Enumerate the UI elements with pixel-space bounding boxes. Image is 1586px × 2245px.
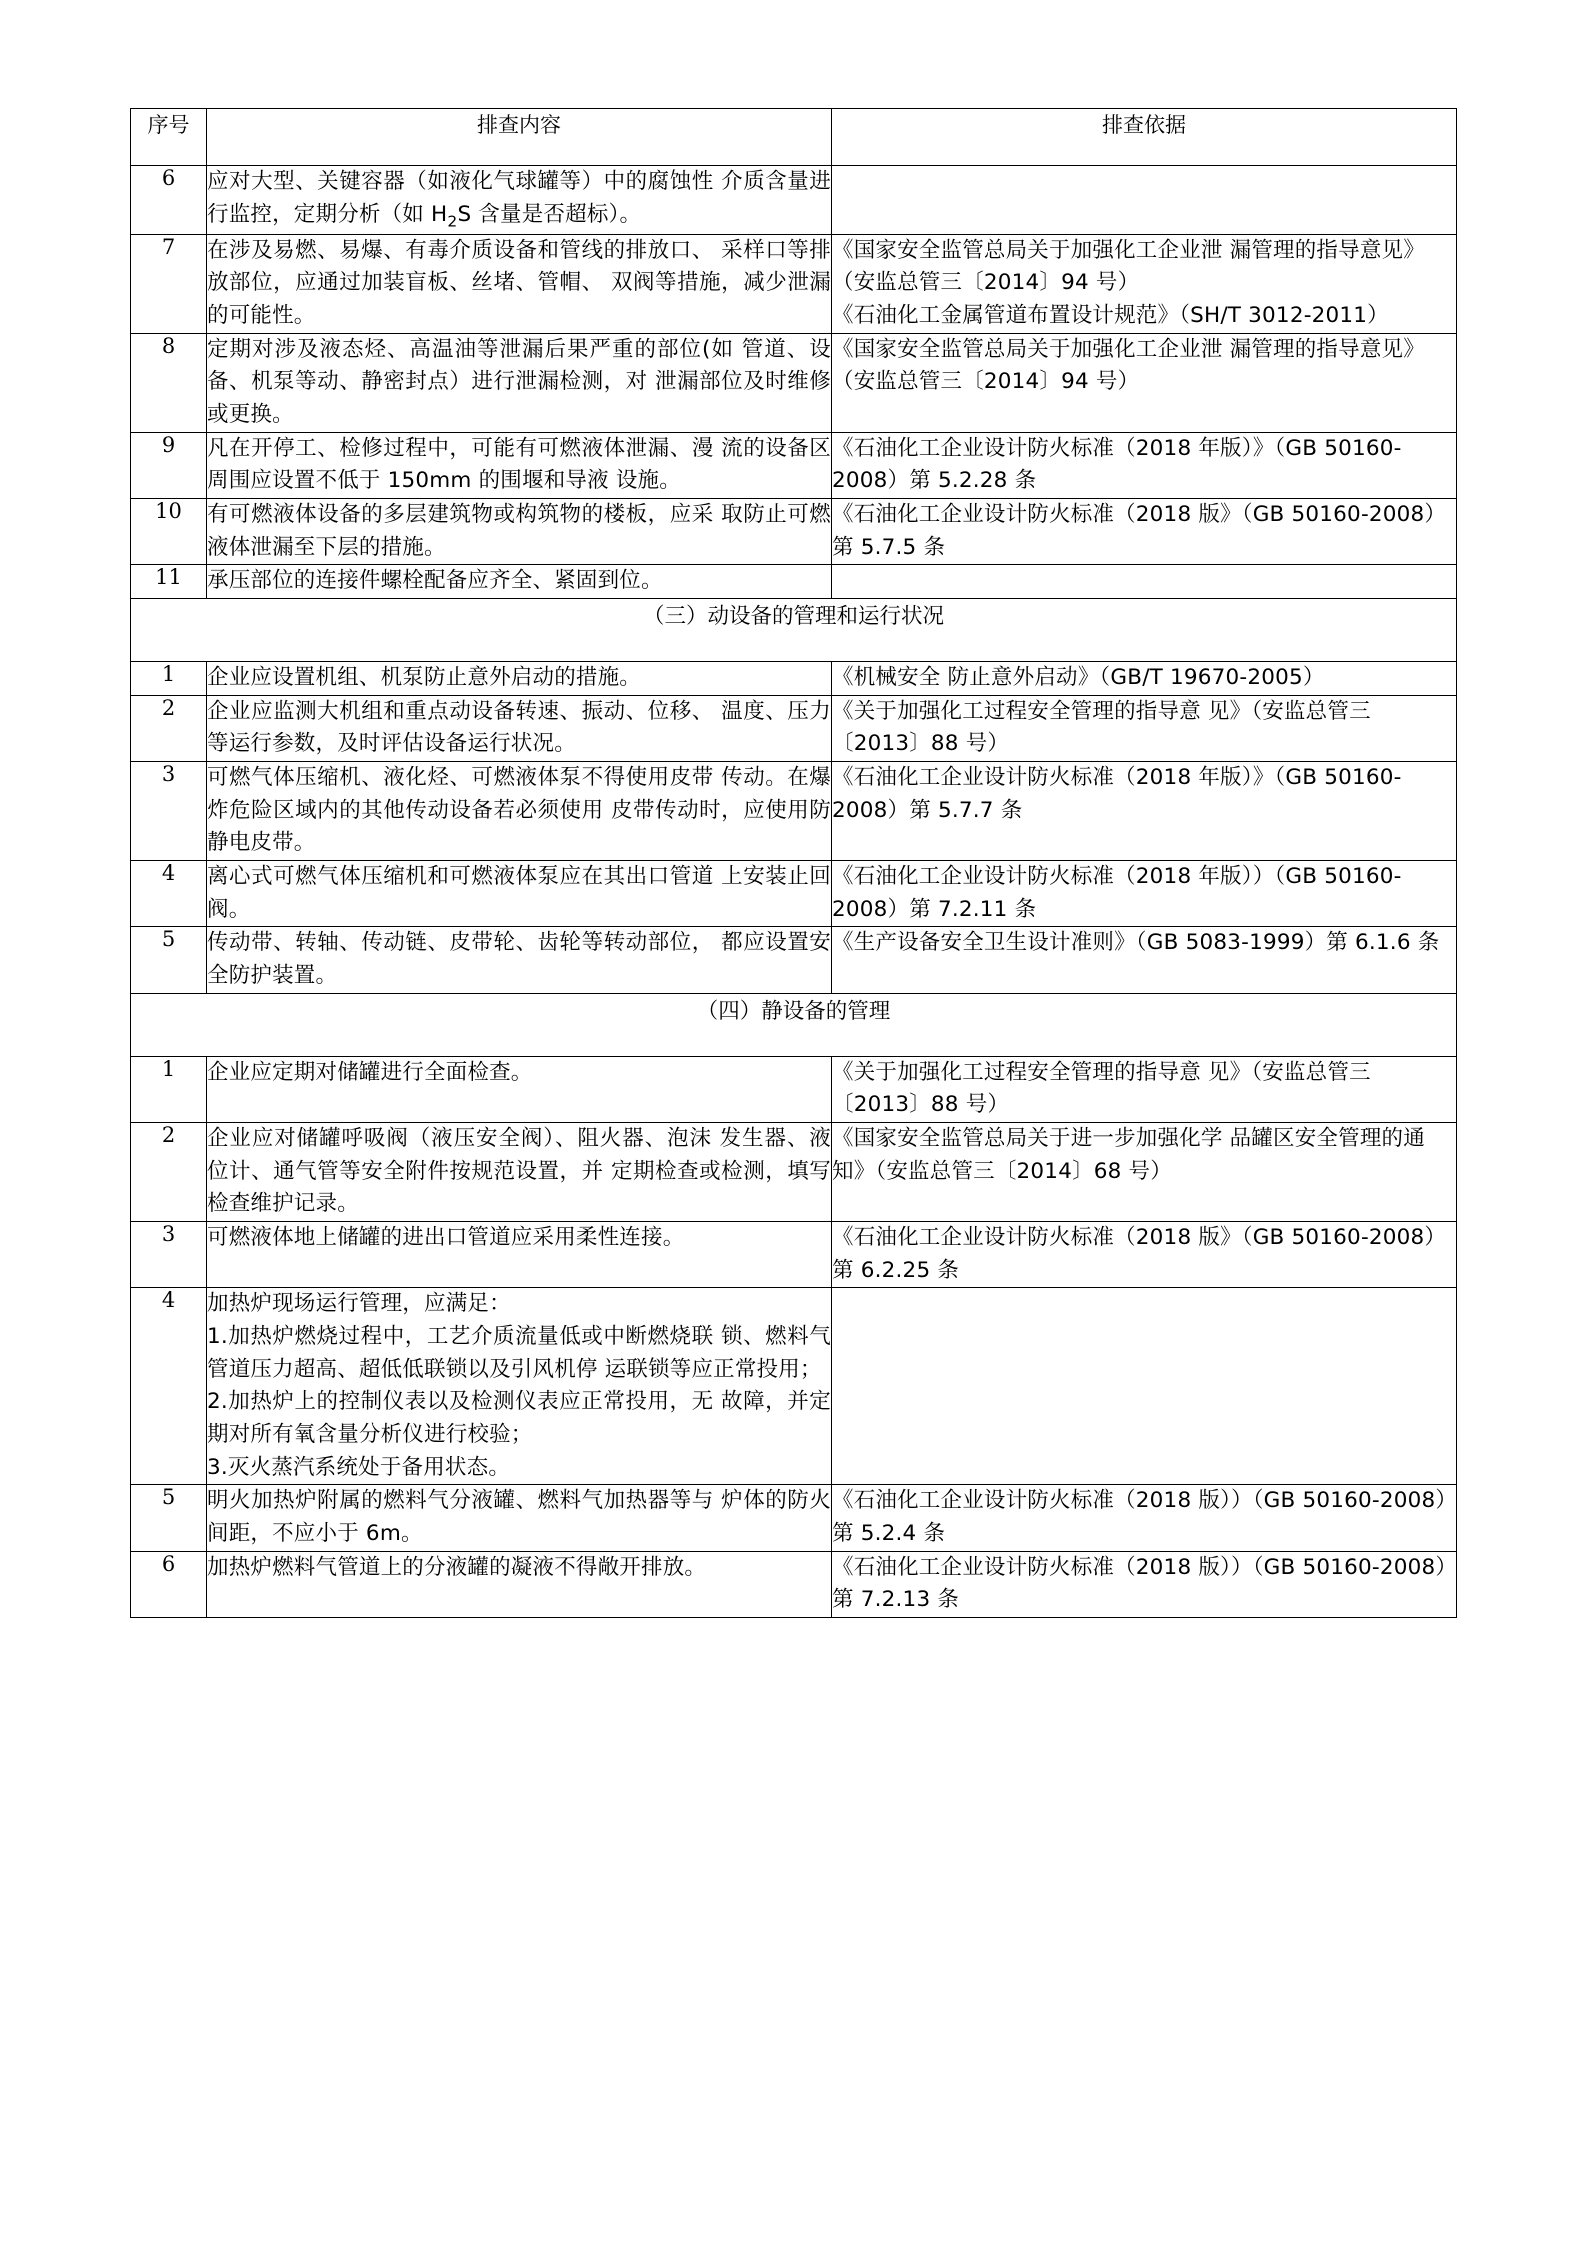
row-content: 承压部位的连接件螺栓配备应齐全、紧固到位。 [207,565,832,599]
row-number: 1 [131,1056,207,1122]
row-basis: 《石油化工企业设计防火标准（2018 版》（GB 50160-2008）第 5.7.5 条 [832,498,1457,564]
row-basis: 《石油化工企业设计防火标准（2018 版》（GB 50160-2008）第 6.2.25 条 [832,1221,1457,1287]
row-content: 可燃气体压缩机、液化烃、可燃液体泵不得使用皮带 传动。在爆炸危险区域内的其他传动设备若必须使用 皮带传动时，应使用防静电皮带。 [207,761,832,860]
table-row [131,761,1457,860]
row-basis: 《国家安全监管总局关于加强化工企业泄 漏管理的指导意见》（安监总管三〔2014〕94 号） [832,333,1457,432]
row-content: 离心式可燃气体压缩机和可燃液体泵应在其出口管道 上安装止回阀。 [207,860,832,926]
table-row [131,333,1457,432]
table-row [131,695,1457,761]
table-row [131,1056,1457,1122]
row-number: 4 [131,1288,207,1485]
row-number: 2 [131,695,207,761]
row-basis: 《石油化工企业设计防火标准（2018 年版）》（GB 50160-2008）第 5.7.7 条 [832,761,1457,860]
table-row [131,860,1457,926]
header-no: 序号 [131,109,207,166]
row-content: 加热炉现场运行管理，应满足： 1.加热炉燃烧过程中，工艺介质流量低或中断燃烧联 锁、燃料气管道压力超高、超低低联锁以及引风机停 运联锁等应正常投用； 2.加热炉上的控制仪表以及检测仪表应正常投用，无 故障，并定期对所有氧含量分析仪进行校验； 3.灭火蒸汽系统处于备用状态。 [207,1288,832,1485]
row-basis: 《石油化工企业设计防火标准（2018 版））（GB 50160-2008）第 7.2.13 条 [832,1551,1457,1617]
row-basis [832,166,1457,235]
table-row [131,1122,1457,1221]
table-row [131,166,1457,235]
row-basis [832,565,1457,599]
table-row [131,1221,1457,1287]
row-basis: 《关于加强化工过程安全管理的指导意 见》（安监总管三〔2013〕88 号） [832,1056,1457,1122]
row-basis: 《石油化工企业设计防火标准（2018 版））（GB 50160-2008）第 5.2.4 条 [832,1485,1457,1551]
row-content: 在涉及易燃、易爆、有毒介质设备和管线的排放口、 采样口等排放部位，应通过加装盲板、丝堵、管帽、 双阀等措施，减少泄漏的可能性。 [207,234,832,333]
row-content: 企业应对储罐呼吸阀（液压安全阀）、阻火器、泡沫 发生器、液位计、通气管等安全附件按规范设置，并 定期检查或检测，填写检查维护记录。 [207,1122,832,1221]
row-basis: 《石油化工企业设计防火标准（2018 年版）》（GB 50160-2008）第 5.2.28 条 [832,432,1457,498]
row-number: 3 [131,1221,207,1287]
header-content: 排查内容 [207,109,832,166]
row-number: 5 [131,927,207,993]
row-content: 可燃液体地上储罐的进出口管道应采用柔性连接。 [207,1221,832,1287]
row-number: 3 [131,761,207,860]
row-number: 2 [131,1122,207,1221]
row-content: 传动带、转轴、传动链、皮带轮、齿轮等转动部位， 都应设置安全防护装置。 [207,927,832,993]
row-content: 加热炉燃料气管道上的分液罐的凝液不得敞开排放。 [207,1551,832,1617]
row-basis: 《国家安全监管总局关于加强化工企业泄 漏管理的指导意见》（安监总管三〔2014〕94 号） 《石油化工金属管道布置设计规范》（SH/T 3012-2011） [832,234,1457,333]
table-row [131,1288,1457,1485]
row-number: 6 [131,166,207,235]
table-row [131,234,1457,333]
row-number: 6 [131,1551,207,1617]
row-number: 11 [131,565,207,599]
row-basis: 《国家安全监管总局关于进一步加强化学 品罐区安全管理的通知》（安监总管三〔2014〕68 号） [832,1122,1457,1221]
table-row [131,1551,1457,1617]
row-number: 7 [131,234,207,333]
table-row [131,498,1457,564]
table-row [131,432,1457,498]
header-basis: 排查依据 [832,109,1457,166]
row-content: 应对大型、关键容器（如液化气球罐等）中的腐蚀性 介质含量进行监控，定期分析（如 $H_2S$ 含量是否超标）。 [207,166,832,235]
row-number: 8 [131,333,207,432]
section-heading: （三）动设备的管理和运行状况 [131,598,1457,661]
row-basis [832,1288,1457,1485]
table-row [131,661,1457,695]
row-number: 4 [131,860,207,926]
row-basis: 《生产设备安全卫生设计准则》（GB 5083-1999）第 6.1.6 条 [832,927,1457,993]
inspection-table [130,108,1457,1618]
table-row [131,1485,1457,1551]
row-number: 1 [131,661,207,695]
row-content: 企业应监测大机组和重点动设备转速、振动、位移、 温度、压力等运行参数，及时评估设备运行状况。 [207,695,832,761]
row-content: 企业应设置机组、机泵防止意外启动的措施。 [207,661,832,695]
row-content: 有可燃液体设备的多层建筑物或构筑物的楼板，应采 取防止可燃液体泄漏至下层的措施。 [207,498,832,564]
row-number: 5 [131,1485,207,1551]
section-heading-row [131,598,1457,661]
row-content: 企业应定期对储罐进行全面检查。 [207,1056,832,1122]
section-heading-row [131,993,1457,1056]
row-basis: 《石油化工企业设计防火标准（2018 年版））（GB 50160-2008）第 7.2.11 条 [832,860,1457,926]
row-content: 明火加热炉附属的燃料气分液罐、燃料气加热器等与 炉体的防火间距，不应小于 6m。 [207,1485,832,1551]
row-basis: 《关于加强化工过程安全管理的指导意 见》（安监总管三〔2013〕88 号） [832,695,1457,761]
row-number: 9 [131,432,207,498]
table-row [131,565,1457,599]
row-basis: 《机械安全 防止意外启动》（GB/T 19670-2005） [832,661,1457,695]
row-number: 10 [131,498,207,564]
row-content: 定期对涉及液态烃、高温油等泄漏后果严重的部位(如 管道、设备、机泵等动、静密封点）进行泄漏检测，对 泄漏部位及时维修或更换。 [207,333,832,432]
section-heading: （四）静设备的管理 [131,993,1457,1056]
table-header-row [131,109,1457,166]
table-row [131,927,1457,993]
row-content: 凡在开停工、检修过程中，可能有可燃液体泄漏、漫 流的设备区周围应设置不低于 150mm 的围堰和导液 设施。 [207,432,832,498]
